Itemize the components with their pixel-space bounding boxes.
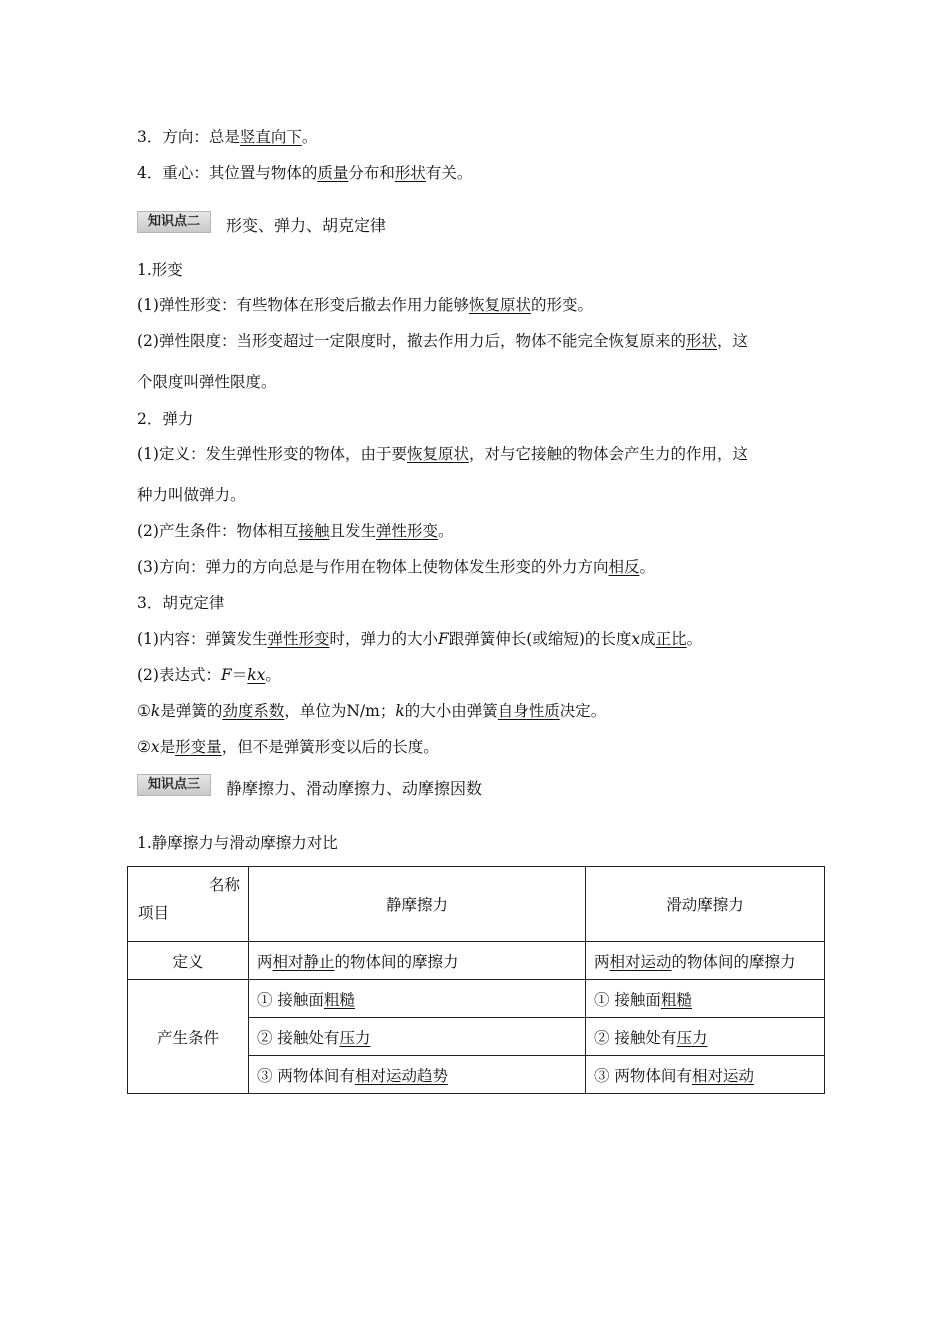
elastic-limit-cont: 个限度叫弹性限度。 (137, 373, 277, 391)
table-cell: ③ 两物体间有相对运动 (586, 1056, 825, 1094)
answer: 运动 (640, 952, 672, 971)
elastic-limit: (2)弹性限度：当形变超过一定限度时，撤去作用力后，物体不能完全恢复原来的形状，这 (137, 332, 748, 350)
subsection-heading: 3．胡克定律 (137, 594, 225, 612)
table-cell: ① 接触面粗糙 (249, 980, 586, 1018)
section-badge: 知识点三 (137, 774, 211, 796)
elastic-force-condition: (2)产生条件：物体相互接触且发生弹性形变。 (137, 522, 454, 540)
table-row (128, 942, 825, 980)
answer: 恢复原状 (468, 296, 531, 314)
section-title: 形变、弹力、胡克定律 (226, 216, 387, 235)
elastic-force-definition-cont: 种力叫做弹力。 (137, 486, 246, 504)
table-cell: 两相对静止的物体间的摩擦力 (249, 942, 586, 980)
hooke-x: ②x是形变量，但不是弹簧形变以后的长度。 (137, 738, 439, 756)
answer: 形状 (394, 164, 426, 182)
answer: 形变量 (175, 738, 222, 756)
table-cell: ① 接触面粗糙 (586, 980, 825, 1018)
answer: 正比 (655, 630, 687, 648)
table-caption: 1.静摩擦力与滑动摩擦力对比 (137, 834, 338, 852)
hooke-content: (1)内容：弹簧发生弹性形变时，弹力的大小F跟弹簧伸长(或缩短)的长度x成正比。 (137, 630, 703, 648)
section-title: 静摩擦力、滑动摩擦力、动摩擦因数 (226, 779, 483, 798)
row-header-condition: 产生条件 (128, 980, 249, 1094)
table-row (128, 867, 825, 942)
subsection-heading: 1.形变 (137, 261, 183, 279)
row-header-definition: 定义 (128, 942, 249, 980)
answer: 压力 (676, 1028, 708, 1047)
table-row (128, 980, 825, 1018)
table-cell: ② 接触处有压力 (249, 1018, 586, 1056)
table-cell: 两相对运动的物体间的摩擦力 (586, 942, 825, 980)
column-header-static: 静摩擦力 (249, 867, 586, 942)
answer: 竖直向下 (239, 128, 302, 146)
answer: 相对 (609, 952, 641, 971)
answer: 弹性形变 (376, 522, 439, 540)
elastic-deformation: (1)弹性形变：有些物体在形变后撤去作用力能够恢复原状的形变。 (137, 296, 593, 314)
table-cell: ③ 两物体间有相对运动趋势 (249, 1056, 586, 1094)
gravity-direction: 3．方向：总是竖直向下。 (137, 128, 318, 146)
answer: 劲度系数 (222, 702, 285, 720)
elastic-force-direction: (3)方向：弹力的方向总是与作用在物体上使物体发生形变的外力方向相反。 (137, 558, 655, 576)
answer: 压力 (339, 1028, 371, 1047)
answer: 粗糙 (660, 990, 692, 1009)
answer: kx (247, 666, 266, 684)
answer: 恢复原状 (406, 445, 469, 463)
answer: 自身性质 (497, 702, 560, 720)
column-header-sliding: 滑动摩擦力 (586, 867, 825, 942)
answer: 质量 (317, 164, 349, 182)
answer: 相对运动趋势 (354, 1066, 448, 1085)
hooke-k: ①k是弹簧的劲度系数，单位为N/m；k的大小由弹簧自身性质决定。 (137, 702, 607, 720)
answer: 弹性形变 (267, 630, 330, 648)
elastic-force-definition: (1)定义：发生弹性形变的物体，由于要恢复原状，对与它接触的物体会产生力的作用，这 (137, 445, 748, 463)
gravity-center: 4．重心：其位置与物体的质量分布和形状有关。 (137, 164, 473, 182)
answer: 静止 (303, 952, 335, 971)
friction-comparison-table (127, 866, 825, 1094)
answer: 相对 (272, 952, 304, 971)
answer: 接触 (298, 522, 330, 540)
answer: 粗糙 (323, 990, 355, 1009)
answer: 相反 (608, 558, 640, 576)
hooke-formula: (2)表达式：F＝kx。 (137, 666, 281, 684)
table-cell: ② 接触处有压力 (586, 1018, 825, 1056)
section-badge: 知识点二 (137, 211, 211, 233)
answer: 形状 (685, 332, 717, 350)
answer: 相对运动 (691, 1066, 754, 1085)
corner-header-cell: 名称 项目 (128, 867, 249, 942)
subsection-heading: 2．弹力 (137, 410, 194, 428)
